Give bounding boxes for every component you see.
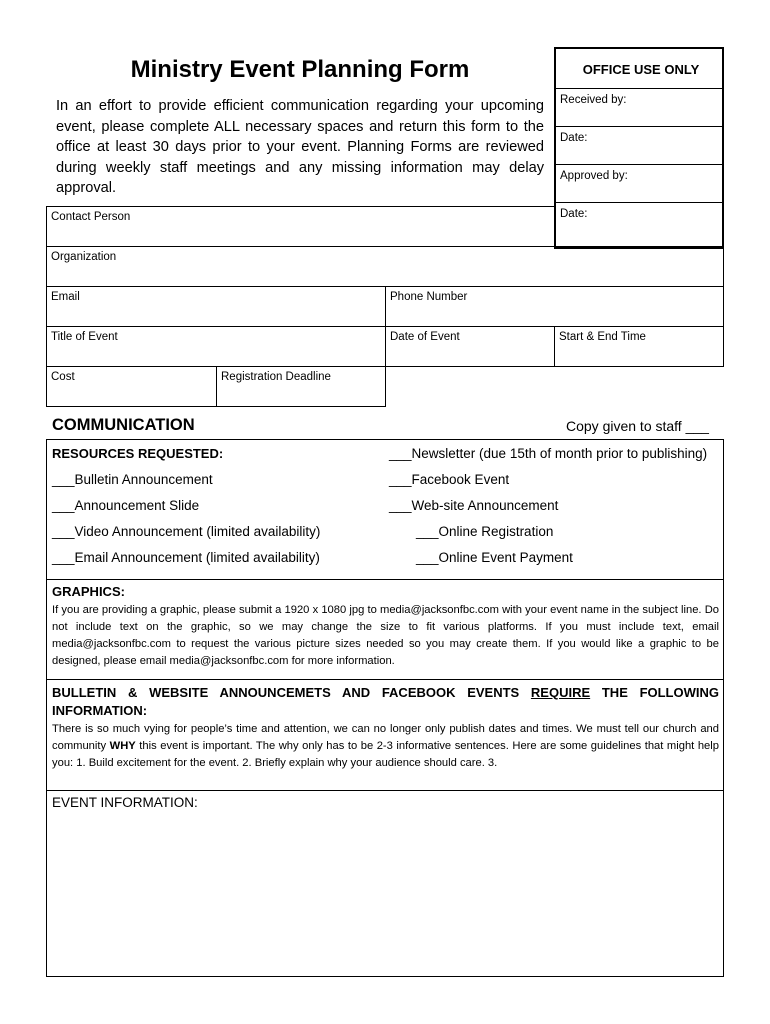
cost-label: Cost	[51, 371, 75, 383]
resource-video[interactable]: ___Video Announcement (limited availability)	[52, 524, 321, 539]
form-title: Ministry Event Planning Form	[130, 56, 470, 83]
resource-email[interactable]: ___Email Announcement (limited availability)	[52, 550, 320, 565]
bulletin-header-part1: BULLETIN & WEBSITE ANNOUNCEMETS AND FACEBOOK EVENTS	[52, 685, 531, 700]
organization-field[interactable]	[46, 246, 724, 287]
approved-by-field[interactable]: Approved by:	[556, 165, 722, 203]
contact-person-label: Contact Person	[51, 211, 131, 223]
bulletin-text-why: WHY	[109, 740, 136, 752]
bulletin-text	[52, 721, 719, 773]
bulletin-header	[52, 684, 719, 720]
bulletin-text-part2: this event is important. The why only has to be 2-3 informative sentences. Here are some guidelines that might help you: 1. Build excitement for the event. 2. Briefly explain why your audience should care. 3.	[52, 740, 719, 769]
resources-header: RESOURCES REQUESTED:	[52, 446, 224, 461]
graphics-text: If you are providing a graphic, please submit a 1920 x 1080 jpg to media@jacksonfbc.com with your event name in the subject line. Do not include text on the graphic, so we may change the size to fit various platforms. If you must include text, email media@jacksonfbc.com to request the various picture sizes needed so you may create them. If you would like a graphic to be designed, please email media@jacksonfbc.com for more information.	[52, 604, 719, 667]
office-use-header: OFFICE USE ONLY	[556, 49, 722, 89]
event-information-label: EVENT INFORMATION:	[52, 795, 198, 810]
bulletin-text-part1: There is so much vying for people’s time and attention, we can no longer only publish dates and times. We must tell our church and community	[52, 723, 719, 752]
received-by-field[interactable]: Received by:	[556, 89, 722, 127]
bulletin-header-require: REQUIRE	[530, 685, 591, 700]
resource-newsletter[interactable]: ___Newsletter (due 15th of month prior to publishing)	[389, 446, 708, 461]
organization-label: Organization	[51, 251, 117, 263]
bulletin-section	[46, 679, 724, 791]
phone-field[interactable]	[385, 286, 724, 327]
office-date-field-1[interactable]: Date:	[556, 127, 722, 165]
graphics-header: GRAPHICS:	[52, 584, 125, 599]
resource-online-registration[interactable]: ___Online Registration	[416, 524, 554, 539]
event-title-label: Title of Event	[51, 331, 118, 343]
office-use-box	[554, 47, 724, 249]
event-information-field[interactable]	[46, 790, 724, 977]
event-date-label: Date of Event	[390, 331, 460, 343]
resources-section	[46, 439, 724, 580]
phone-label: Phone Number	[390, 291, 468, 303]
event-date-field[interactable]	[385, 326, 555, 367]
start-end-time-field[interactable]	[554, 326, 724, 367]
form-intro: In an effort to provide efficient communication regarding your upcoming event, please complete ALL necessary spaces and return this form to the office at least 30 days prior to your event. Planning Forms are reviewed during weekly staff meetings and any missing information may delay approval.	[56, 98, 544, 196]
cost-field[interactable]	[46, 366, 217, 407]
resource-website[interactable]: ___Web-site Announcement	[389, 498, 559, 513]
registration-deadline-field[interactable]	[216, 366, 386, 407]
communication-title: COMMUNICATION	[52, 416, 195, 434]
start-end-time-label: Start & End Time	[559, 331, 646, 343]
resource-facebook[interactable]: ___Facebook Event	[389, 472, 510, 487]
copy-given-to-staff[interactable]: Copy given to staff ___	[566, 418, 709, 434]
resource-slide[interactable]: ___Announcement Slide	[52, 498, 200, 513]
graphics-section	[46, 579, 724, 680]
office-date-field-2[interactable]: Date:	[560, 208, 588, 220]
email-field[interactable]	[46, 286, 386, 327]
resource-bulletin[interactable]: ___Bulletin Announcement	[52, 472, 213, 487]
event-title-field[interactable]	[46, 326, 386, 367]
email-label: Email	[51, 291, 80, 303]
bulletin-header-part2: THE FOLLOWING INFORMATION:	[52, 685, 719, 718]
contact-person-field[interactable]	[46, 206, 556, 247]
resource-online-payment[interactable]: ___Online Event Payment	[416, 550, 573, 565]
registration-deadline-label: Registration Deadline	[221, 371, 331, 383]
